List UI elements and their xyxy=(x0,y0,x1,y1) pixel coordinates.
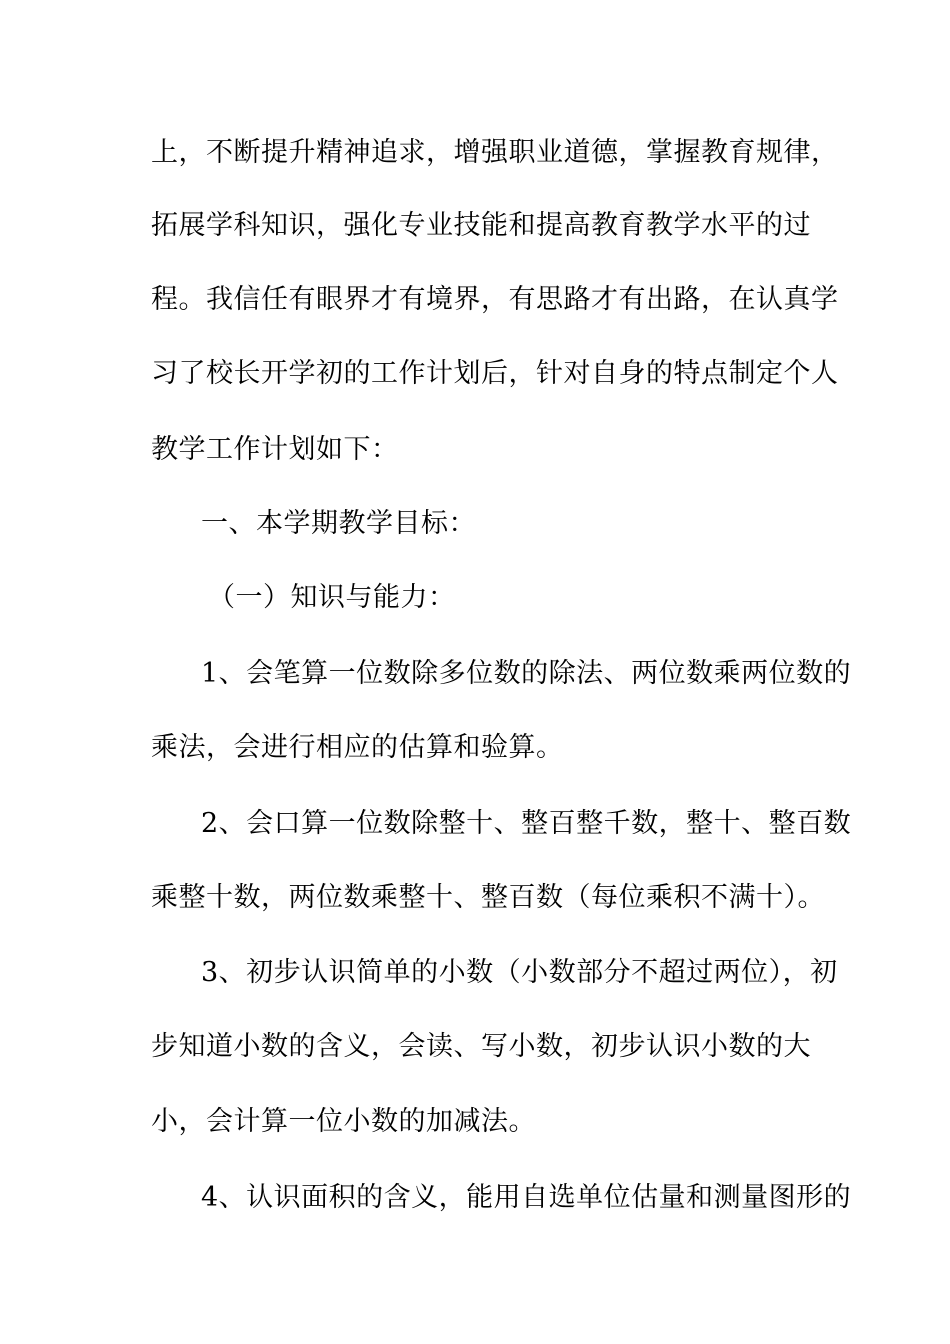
subsection-heading: （一）知识与能力： xyxy=(208,582,456,613)
section-heading: 一、本学期教学目标： xyxy=(201,508,476,539)
paragraph-line: 拓展学科知识，强化专业技能和提高教育教学水平的过 xyxy=(151,210,811,241)
paragraph-line: 习了校长开学初的工作计划后，针对自身的特点制定个人 xyxy=(151,358,839,389)
list-item-line: 乘法，会进行相应的估算和验算。 xyxy=(151,732,564,763)
list-item-line: 小，会计算一位小数的加减法。 xyxy=(151,1106,536,1137)
list-item-line: 4、认识面积的含义，能用自选单位估量和测量图形的 xyxy=(201,1182,852,1213)
paragraph-line: 教学工作计划如下： xyxy=(151,434,399,465)
list-item-line: 步知道小数的含义，会读、写小数，初步认识小数的大 xyxy=(151,1031,811,1062)
list-item-line: 3、初步认识简单的小数（小数部分不超过两位），初 xyxy=(201,957,838,988)
list-item-line: 2、会口算一位数除整十、整百整千数，整十、整百数 xyxy=(201,808,852,839)
paragraph-line: 程。我信任有眼界才有境界，有思路才有出路，在认真学 xyxy=(151,284,839,315)
list-item-line: 乘整十数，两位数乘整十、整百数（每位乘积不满十）。 xyxy=(151,882,825,913)
paragraph-line: 上，不断提升精神追求，增强职业道德，掌握教育规律， xyxy=(151,137,839,168)
list-item-line: 1、会笔算一位数除多位数的除法、两位数乘两位数的 xyxy=(201,658,852,689)
